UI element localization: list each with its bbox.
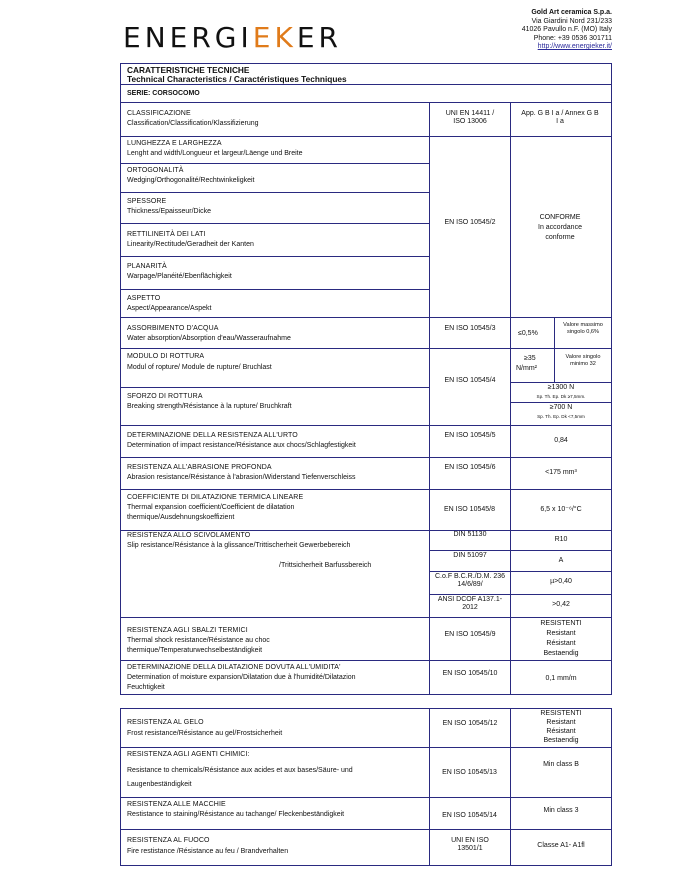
energieker-logo: ENERGIEKER xyxy=(123,21,342,54)
norm-cell: DIN 51130 xyxy=(453,531,487,538)
row-sub: Thickness/Epaisseur/Dicke xyxy=(127,208,212,215)
row-sub: Resistance to chemicals/Résistance aux acides et aux bases/Säure- und xyxy=(127,767,353,774)
value-in-accordance: In accordance xyxy=(538,224,582,231)
value-note: Sp. Th. Ep. Dk ≥7,5mm. xyxy=(536,394,586,399)
address-line-1: Via Giardini Nord 231/233 xyxy=(531,17,612,25)
value-conforme: CONFORME xyxy=(539,214,581,221)
value-cell: 0,84 xyxy=(554,437,568,444)
value-cell: Résistant xyxy=(546,728,576,735)
row-name: RESISTENZA AGLI SBALZI TERMICI xyxy=(127,627,248,634)
row-sub: Slip resistance/Résistance à la glissance/Trittischerheit Gewerbebereich xyxy=(127,542,351,549)
value-cell: R10 xyxy=(554,536,568,543)
row-name: RESISTENZA AL FUOCO xyxy=(127,837,210,844)
row-name: PLANARITÀ xyxy=(127,263,167,270)
norm-cell: DIN 51097 xyxy=(453,552,487,559)
row-name: RESISTENZA ALLE MACCHIE xyxy=(127,801,226,808)
value-cell: ≥35 xyxy=(524,355,536,362)
row-sub: Linearity/Rectitude/Geradheit der Kanten xyxy=(127,241,254,248)
value-cell: Bestaendig xyxy=(543,737,579,744)
row-name: RETTILINEITÀ DEI LATI xyxy=(127,231,206,238)
value-cell: Classe A1- A1fl xyxy=(537,842,585,849)
norm-cell: EN ISO 10545/10 xyxy=(442,670,498,677)
row-name: DETERMINAZIONE DELLA RESISTENZA ALL'URTO xyxy=(127,432,298,439)
row-name: CLASSIFICAZIONE xyxy=(127,110,191,117)
row-sub: Fire restistance /Résistance au feu / Brandverhalten xyxy=(127,848,289,855)
row-sub: Thermal expansion coefficient/Coefficient de dilatation xyxy=(127,504,295,511)
norm-cell: EN ISO 10545/14 xyxy=(442,812,497,819)
row-sub: Thermal shock resistance/Résistance au choc xyxy=(127,637,270,644)
value-cell: µ>0,40 xyxy=(550,578,572,585)
row-name: RESISTENZA ALL'ABRASIONE PROFONDA xyxy=(127,464,272,471)
norm-cell: EN ISO 10545/3 xyxy=(444,325,496,332)
value-cell: >0,42 xyxy=(552,601,570,608)
norm-cell: C.o.F B.C.R./D.M. 236 14/6/89/ xyxy=(434,573,506,589)
row-sub: Abrasion resistance/Résistance à l'abrasion/Widerstand Tiefenverschleiss xyxy=(127,474,356,481)
norm-cell: ANSI DCOF A137.1-2012 xyxy=(437,596,503,612)
row-name: RESISTENZA AGLI AGENTI CHIMICI: xyxy=(127,751,250,758)
row-sub: Restistance to staining/Résistance au tachange/ Fleckenbeständigkeit xyxy=(127,811,345,818)
value-cell: 0,1 mm/m xyxy=(545,675,577,682)
value-cell: Résistant xyxy=(546,640,576,647)
row-sub: Determination of moisture expansion/Dilatation due à l'humidité/Dilatazion xyxy=(127,674,356,681)
value-cell: A xyxy=(558,557,564,564)
row-sub: Aspect/Appearance/Aspekt xyxy=(127,305,212,312)
value-cell: 6,5 x 10⁻⁶/°C xyxy=(540,506,582,513)
company-address-block xyxy=(442,9,612,52)
row-sub: thermique/Temperaturwechselbeständigkeit xyxy=(127,647,263,654)
value-conforme-fr: conforme xyxy=(545,234,575,241)
value-note: Valore singolo minimo 32 xyxy=(565,354,601,367)
title-it: CARATTERISTICHE TECNICHE xyxy=(127,65,250,75)
value-cell: ≥700 N xyxy=(549,404,573,411)
row-sub: Modul of ropture/ Module de rupture/ Bruchlast xyxy=(127,364,272,371)
value-cell: Min class B xyxy=(543,761,579,768)
row-sub: Determination of impact resistance/Résistance aux chocs/Schlagfestigkeit xyxy=(127,442,356,449)
row-name: COEFFICIENTE DI DILATAZIONE TERMICA LINEARE xyxy=(127,494,304,501)
row-sub: Laugenbeständigkeit xyxy=(127,781,192,788)
row-name: ORTOGONALITÀ xyxy=(127,167,184,174)
value-cell: App. G B I a / Annex G B I a xyxy=(521,110,599,126)
norm-cell: EN ISO 10545/4 xyxy=(444,377,496,384)
value-unit: N/mm² xyxy=(516,365,537,372)
row-name: ASPETTO xyxy=(127,295,161,302)
address-line-2: 41026 Pavullo n.F. (MO) Italy xyxy=(521,26,612,34)
value-cell: RESISTENTI xyxy=(540,710,582,717)
norm-cell: EN ISO 10545/13 xyxy=(442,769,497,776)
value-cell: RESISTENTI xyxy=(540,620,582,627)
series-label: SERIE: CORSOCOMO xyxy=(127,90,200,97)
norm-cell: EN ISO 10545/2 xyxy=(444,219,496,226)
website-link[interactable]: http://www.energieker.it/ xyxy=(537,43,612,51)
row-name: LUNGHEZZA E LARGHEZZA xyxy=(127,140,222,147)
norm-cell: EN ISO 10545/8 xyxy=(444,506,495,513)
value-note: Sp. Th. Ep. Dk <7,5mm xyxy=(537,414,585,419)
row-sub: Classification/Classification/Klassifizierung xyxy=(127,120,259,127)
row-sub: Breaking strength/Résistance à la rupture/ Bruchkraft xyxy=(127,403,292,410)
title-multilingual: Technical Characteristics / Caractéristiques Techniques xyxy=(127,74,347,84)
row-sub: Frost resistance/Résistance au gel/Frostsicherheit xyxy=(127,730,283,737)
row-sub: Lenght and width/Longueur et largeur/Läenge und Breite xyxy=(127,150,303,157)
row-sub: thermique/Ausdehnungskoeffizient xyxy=(127,514,235,521)
value-cell: Resistant xyxy=(546,719,576,726)
value-cell: Min class 3 xyxy=(543,807,579,814)
resistance-table xyxy=(120,708,612,866)
value-cell: Resistant xyxy=(546,630,576,637)
norm-cell: EN ISO 10545/5 xyxy=(444,432,496,439)
norm-cell: UNI EN 14411 / ISO 13006 xyxy=(445,110,495,126)
value-cell: <175 mm³ xyxy=(545,469,577,476)
row-name: RESISTENZA ALLO SCIVOLAMENTO xyxy=(127,532,251,539)
norm-cell: EN ISO 10545/12 xyxy=(442,720,498,727)
value-cell: ≥1300 N xyxy=(547,384,575,391)
technical-characteristics-table xyxy=(120,63,612,695)
row-sub: Warpage/Planéité/Ebenflächigkeit xyxy=(127,273,232,280)
norm-cell: EN ISO 10545/9 xyxy=(444,631,496,638)
value-note: Valore massimo singolo 0,6% xyxy=(563,322,603,335)
row-name: SFORZO DI ROTTURA xyxy=(127,393,203,400)
row-sub: Water absorption/Absorption d'eau/Wasseraufnahme xyxy=(127,335,291,342)
row-name: MODULO DI ROTTURA xyxy=(127,353,205,360)
row-sub: Feuchtigkeit xyxy=(127,684,165,691)
row-sub: /Trittsicherheit Barfussbereich xyxy=(279,562,372,569)
norm-cell: EN ISO 10545/6 xyxy=(444,464,496,471)
row-name: SPESSORE xyxy=(127,198,167,205)
norm-cell: UNI EN ISO 13501/1 xyxy=(451,837,489,853)
row-name: ASSORBIMENTO D'ACQUA xyxy=(127,325,219,332)
row-name: RESISTENZA AL GELO xyxy=(127,719,204,726)
row-name: DETERMINAZIONE DELLA DILATAZIONE DOVUTA ALL'UMIDITA' xyxy=(127,664,341,671)
row-sub: Wedging/Orthogonalité/Rechtwinkeligkeit xyxy=(127,177,255,184)
value-cell: ≤0,5% xyxy=(518,330,538,337)
phone: Phone: +39 0536 301711 xyxy=(533,34,612,42)
company-name: Gold Art ceramica S.p.a. xyxy=(531,9,612,16)
value-cell: Bestaendig xyxy=(543,650,579,657)
